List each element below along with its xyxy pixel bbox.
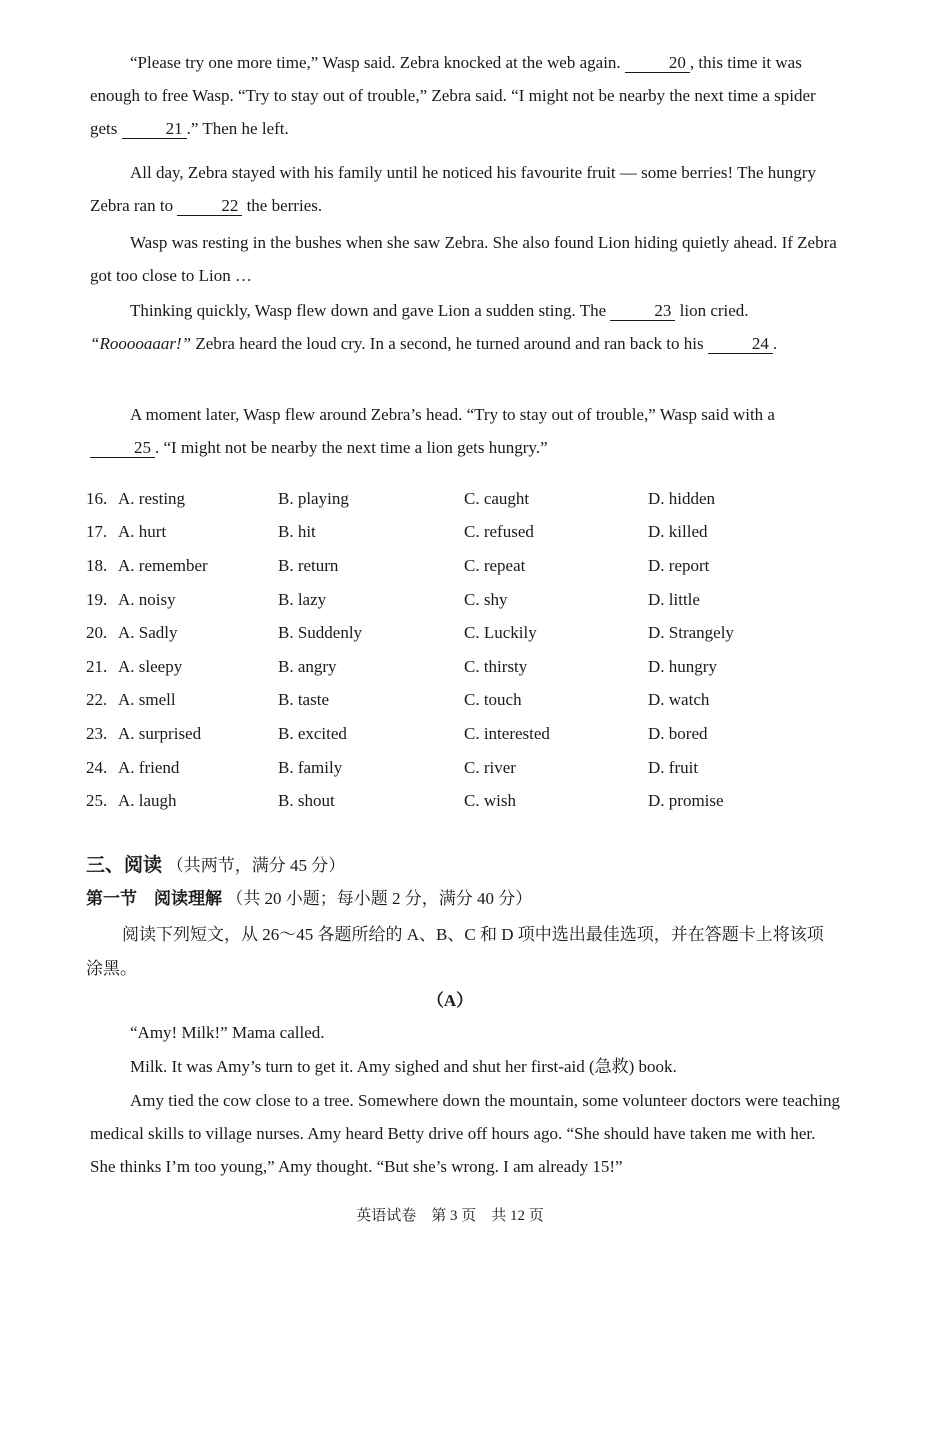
question-row: 17. A. hurt B. hit C. refused D. killed — [86, 516, 846, 550]
option-d: D. hungry — [648, 656, 717, 676]
question-row: 23. A. surprised B. excited C. interested D. bored — [86, 717, 846, 751]
option-d: D. little — [648, 589, 700, 609]
option-a: A. resting — [118, 488, 186, 508]
option-a: A. Sadly — [118, 623, 178, 643]
question-row: 22. A. smell B. taste C. touch D. watch — [86, 684, 846, 718]
option-d: D. report — [648, 555, 710, 575]
question-row: 20. A. Sadly B. Suddenly C. Luckily D. Strangely — [86, 616, 846, 650]
story-paragraph-1: “Please try one more time,” Wasp said. Zebra knocked at the web again. 20 , this time it was enough to free Wasp. “Try to stay out of trouble,” Zebra said. “I might not be nearby the next time a spider gets 21 .” Then he left. — [90, 53, 816, 138]
blank-23: 23 — [610, 302, 675, 321]
part-heading: 第一节 阅读理解 （共 20 小题；每小题 2 分，满分 40 分） — [86, 889, 533, 908]
option-b: B. hit — [278, 522, 316, 542]
passage-a-line-2: Milk. It was Amy’s turn to get it. Amy sighed and shut her first-aid (急救) book. — [130, 1057, 677, 1076]
roar-text: “Rooooaaar!” — [90, 334, 192, 353]
option-d: D. watch — [648, 690, 710, 710]
passage-a-line-1: “Amy! Milk!” Mama called. — [130, 1023, 325, 1042]
option-c: C. thirsty — [464, 656, 528, 676]
option-d: D. promise — [648, 791, 724, 811]
question-row: 18. A. remember B. return C. repeat D. report — [86, 549, 846, 583]
option-d: D. hidden — [648, 488, 716, 508]
blank-20: 20 — [625, 54, 690, 73]
option-d: D. Strangely — [648, 623, 734, 643]
option-a: A. noisy — [118, 589, 176, 609]
answer-options — [86, 482, 846, 818]
blank-25: 25 — [90, 439, 155, 458]
instruction-text: 阅读下列短文，从 26～45 各题所给的 A、B、C 和 D 项中选出最佳选项，并在答题卡上将该项涂黑。 — [86, 925, 824, 978]
option-c: C. touch — [464, 690, 522, 710]
page-footer: 英语试卷 第 3 页 共 12 页 — [356, 1208, 544, 1224]
option-c: C. river — [464, 757, 516, 777]
option-a: A. hurt — [118, 522, 167, 542]
option-b: B. taste — [278, 690, 329, 710]
option-a: A. laugh — [118, 791, 177, 811]
option-c: C. shy — [464, 589, 508, 609]
story-paragraph-4: Thinking quickly, Wasp flew down and gave Lion a sudden sting. The 23 lion cried. “Rooooaaar!” Zebra heard the loud cry. In a second, he turned around and ran back to his 24 . — [90, 301, 778, 353]
option-d: D. fruit — [648, 757, 699, 777]
option-b: B. lazy — [278, 589, 327, 609]
option-d: D. killed — [648, 522, 708, 542]
question-row: 21. A. sleepy B. angry C. thirsty D. hungry — [86, 650, 846, 684]
passage-label: （A） — [426, 991, 474, 1010]
option-c: C. interested — [464, 723, 550, 743]
question-row: 24. A. friend B. family C. river D. fruit — [86, 751, 846, 785]
option-c: C. caught — [464, 488, 530, 508]
blank-24: 24 — [708, 335, 773, 354]
option-c: C. wish — [464, 791, 516, 811]
option-a: A. surprised — [118, 723, 202, 743]
option-c: C. repeat — [464, 555, 526, 575]
question-row: 19. A. noisy B. lazy C. shy D. little — [86, 583, 846, 617]
option-a: A. sleepy — [118, 656, 183, 676]
story-paragraph-2: All day, Zebra stayed with his family until he noticed his favourite fruit — some berries! The hungry Zebra ran to 22 the berries. — [90, 163, 816, 215]
passage-a-paragraph-3: Amy tied the cow close to a tree. Somewhere down the mountain, some volunteer doctors were teaching medical skills to village nurses. Amy heard Betty drive off hours ago. “She should have taken me with her. She thinks I’m too young,” Amy thought. “But she’s wrong. I am already 15!” — [90, 1091, 841, 1176]
story-paragraph-3: Wasp was resting in the bushes when she saw Zebra. She also found Lion hiding quietly ahead. If Zebra got too close to Lion … — [90, 233, 837, 285]
option-c: C. refused — [464, 522, 534, 542]
blank-22: 22 — [177, 197, 242, 216]
blank-21: 21 — [122, 120, 187, 139]
option-a: A. smell — [118, 690, 176, 710]
option-b: B. return — [278, 555, 339, 575]
story-paragraph-5: A moment later, Wasp flew around Zebra’s head. “Try to stay out of trouble,” Wasp said with a 25 . “I might not be nearby the next time a lion gets hungry.” — [90, 398, 842, 464]
question-row: 25. A. laugh B. shout C. wish D. promise — [86, 784, 846, 818]
option-a: A. remember — [118, 555, 208, 575]
option-b: B. family — [278, 757, 343, 777]
section-heading: 三、阅读 （共两节，满分 45 分） — [86, 855, 346, 876]
option-c: C. Luckily — [464, 623, 537, 643]
option-b: B. shout — [278, 791, 335, 811]
option-b: B. angry — [278, 656, 337, 676]
option-b: B. excited — [278, 723, 347, 743]
option-a: A. friend — [118, 757, 180, 777]
option-b: B. Suddenly — [278, 623, 363, 643]
option-d: D. bored — [648, 723, 708, 743]
option-b: B. playing — [278, 488, 349, 508]
question-row: 16. A. resting B. playing C. caught D. hidden — [86, 482, 846, 516]
